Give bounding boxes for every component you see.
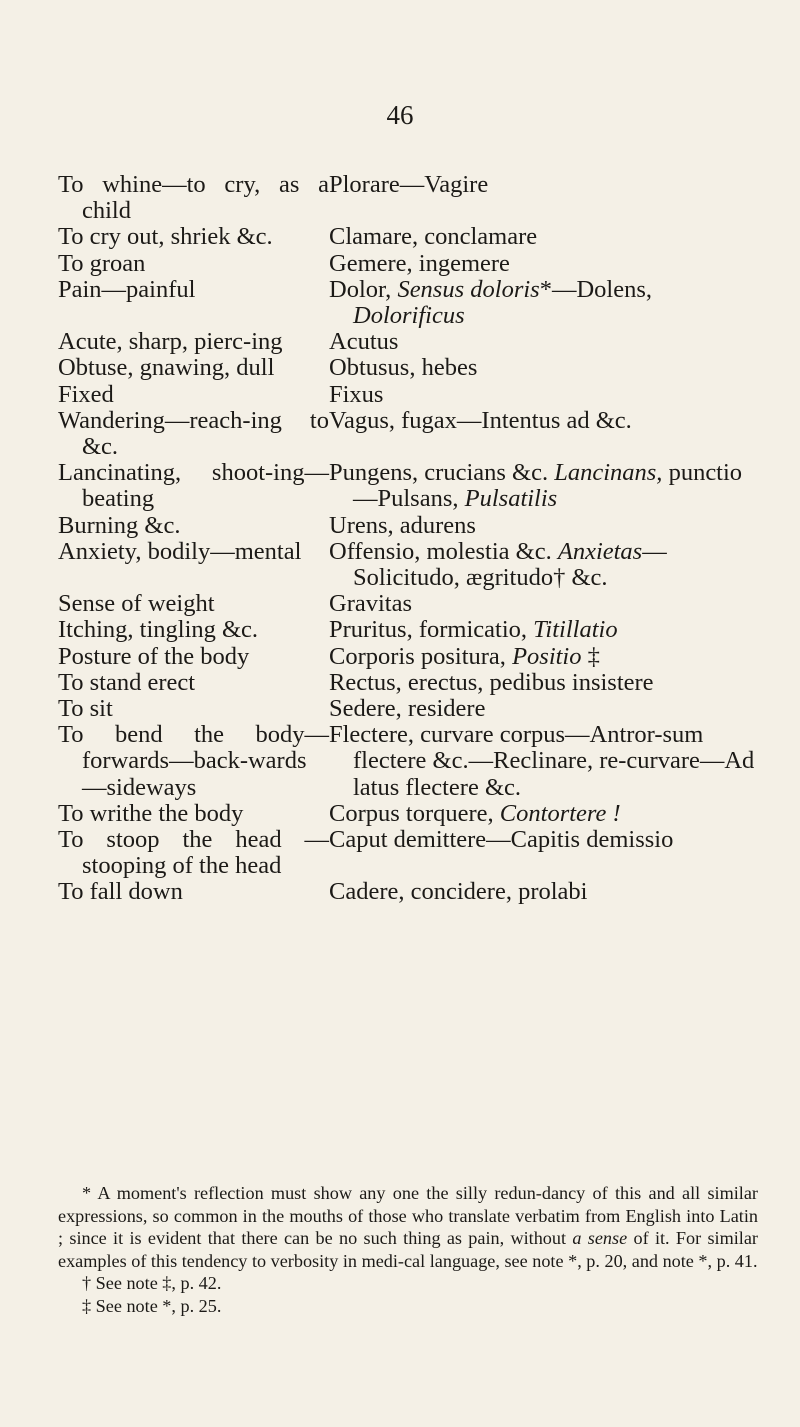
- footnote-segment: † See note ‡, p. 42.: [82, 1273, 222, 1294]
- vocab-entry: [58, 722, 758, 801]
- vocab-entry: [58, 539, 758, 591]
- english-term: Fixed: [58, 380, 114, 408]
- vocab-entry: [58, 801, 758, 827]
- english-term: Sense of weight: [58, 590, 215, 618]
- footnotes: [58, 1182, 758, 1318]
- vocab-entry: [58, 670, 758, 696]
- english-term: To bend the body—forwards—back-wards—sideways: [58, 721, 329, 801]
- latin-term: [329, 827, 758, 879]
- latin-term-segment: Acutus: [329, 328, 399, 356]
- latin-term-segment: Clamare, conclamare: [329, 223, 538, 251]
- latin-term: [329, 879, 758, 905]
- english-term: To fall down: [58, 878, 183, 906]
- english-term: To stand erect: [58, 668, 196, 696]
- vocab-entry: [58, 591, 758, 617]
- latin-term-segment: Positio: [512, 642, 582, 670]
- latin-term: [329, 539, 758, 591]
- vocab-entry: [58, 382, 758, 408]
- vocab-entry: [58, 408, 758, 460]
- latin-term-segment: Vagus, fugax—Intentus ad &c.: [329, 406, 632, 434]
- latin-term: [329, 251, 758, 277]
- latin-term-segment: Urens, adurens: [329, 511, 476, 539]
- latin-term: [329, 722, 758, 801]
- latin-term-segment: Lancinans,: [554, 459, 663, 487]
- latin-term-segment: punctio—Pulsans,: [353, 459, 743, 513]
- latin-term-segment: Corporis positura,: [329, 642, 513, 670]
- latin-term-segment: Pulsatilis: [464, 485, 558, 513]
- english-term: Anxiety, bodily—mental: [58, 537, 302, 565]
- footnote: [58, 1272, 758, 1295]
- vocab-entry: [58, 355, 758, 381]
- english-term: To groan: [58, 249, 146, 277]
- latin-term-segment: Sedere, residere: [329, 695, 486, 723]
- english-term: Burning &c.: [58, 511, 181, 539]
- vocab-entry: [58, 460, 758, 512]
- latin-term: [329, 224, 758, 250]
- latin-term-segment: Contortere !: [499, 799, 621, 827]
- latin-term-segment: Flectere, curvare corpus—Antror-sum flectere &c.—Reclinare, re-curvare—Ad latus flectere &c.: [329, 721, 755, 801]
- vocabulary-list: [58, 172, 758, 906]
- vocab-entry: [58, 251, 758, 277]
- vocab-entry: [58, 329, 758, 355]
- latin-term-segment: Dolor,: [329, 275, 398, 303]
- latin-term-segment: Caput demittere—Capitis demissio: [329, 826, 674, 854]
- vocab-entry: [58, 277, 758, 329]
- english-term: Wandering—reach-ing to &c.: [58, 406, 329, 461]
- english-term: To cry out, shriek &c.: [58, 223, 273, 251]
- latin-term-segment: Gemere, ingemere: [329, 249, 510, 277]
- english-term: Posture of the body: [58, 642, 250, 670]
- latin-term: [329, 277, 758, 329]
- latin-term-segment: Dolorificus: [353, 302, 465, 330]
- latin-term: [329, 172, 758, 224]
- vocab-entry: [58, 224, 758, 250]
- latin-term-segment: Gravitas: [329, 590, 412, 618]
- english-term: Itching, tingling &c.: [58, 616, 259, 644]
- latin-term-segment: Titillatio: [533, 616, 618, 644]
- footnote-segment: of it. For similar examples of this tendency to verbosity in medi-cal language, see note *, p. 20, and note *, p. 41.: [58, 1228, 758, 1271]
- latin-term-segment: Corpus torquere,: [329, 799, 500, 827]
- latin-term: [329, 355, 758, 381]
- latin-term-segment: Cadere, concidere, prolabi: [329, 878, 588, 906]
- vocab-entry: [58, 617, 758, 643]
- footnote-segment: * A moment's reflection must show any one the silly redun-dancy of this and all similar expressions, so common in the mouths of those who translate verbatim from English into Latin ; since it is evident that there can be no such thing as pain, without: [58, 1183, 758, 1249]
- footnote: [58, 1182, 758, 1272]
- latin-term-segment: *—Dolens,: [539, 275, 652, 303]
- latin-term-segment: ‡: [581, 642, 600, 670]
- english-term: Pain—painful: [58, 275, 196, 303]
- vocab-entry: [58, 513, 758, 539]
- latin-term: [329, 460, 758, 512]
- vocab-entry: [58, 879, 758, 905]
- footnote: [58, 1295, 758, 1318]
- latin-term-segment: Fixus: [329, 380, 384, 408]
- english-term: To stoop the head —stooping of the head: [58, 826, 329, 880]
- latin-term-segment: — Solicitudo, ægritudo† &c.: [353, 537, 667, 592]
- english-term: To whine—to cry, as a child: [58, 171, 329, 225]
- vocab-entry: [58, 827, 758, 879]
- latin-term-segment: Pruritus, formicatio,: [329, 616, 534, 644]
- latin-term: [329, 513, 758, 539]
- page-number: 46: [386, 100, 414, 130]
- latin-term-segment: Obtusus, hebes: [329, 354, 478, 382]
- latin-term: [329, 591, 758, 617]
- latin-term: [329, 617, 758, 643]
- vocab-entry: [58, 696, 758, 722]
- latin-term: [329, 382, 758, 408]
- footnote-segment: ‡ See note *, p. 25.: [82, 1295, 222, 1316]
- latin-term: [329, 644, 758, 670]
- latin-term-segment: Pungens, crucians &c.: [329, 459, 555, 487]
- latin-term-segment: Rectus, erectus, pedibus insistere: [329, 668, 654, 696]
- latin-term-segment: Sensus doloris: [397, 275, 540, 303]
- vocab-entry: [58, 644, 758, 670]
- latin-term-segment: Anxietas: [557, 537, 643, 565]
- latin-term-segment: Plorare—Vagire: [329, 171, 489, 198]
- latin-term: [329, 329, 758, 355]
- latin-term-segment: Offensio, molestia &c.: [329, 537, 558, 565]
- english-term: Obtuse, gnawing, dull: [58, 354, 275, 382]
- english-term: To sit: [58, 695, 113, 723]
- english-term: To writhe the body: [58, 799, 244, 827]
- footnote-segment: a sense: [572, 1228, 628, 1249]
- latin-term: [329, 408, 758, 460]
- english-term: Acute, sharp, pierc-ing: [58, 328, 283, 356]
- english-term: Lancinating, shoot-ing—beating: [58, 459, 329, 513]
- vocab-entry: [58, 172, 758, 224]
- latin-term: [329, 696, 758, 722]
- latin-term: [329, 670, 758, 696]
- latin-term: [329, 801, 758, 827]
